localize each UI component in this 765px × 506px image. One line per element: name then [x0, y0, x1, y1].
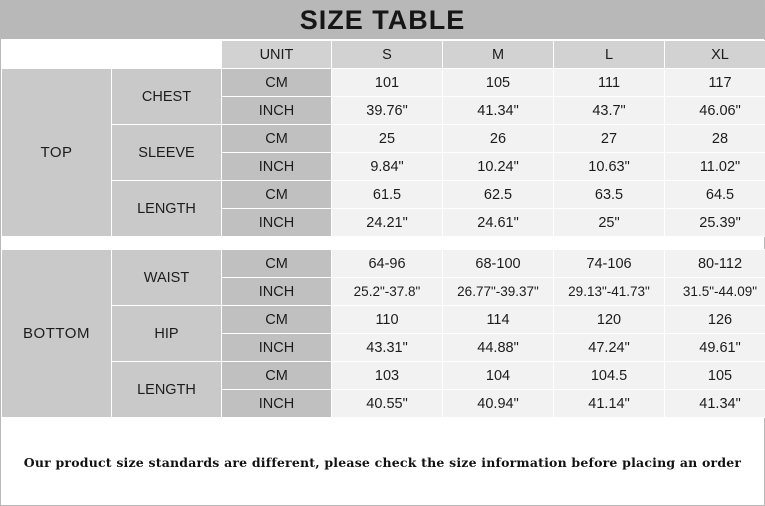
- value-length-top-inch-l: 25": [554, 209, 665, 237]
- value-sleeve-inch-xl: 11.02": [665, 153, 765, 181]
- value-length-top-cm-s: 61.5: [332, 181, 443, 209]
- value-length-bottom-cm-l: 104.5: [554, 362, 665, 390]
- part-label-hip: HIP: [112, 306, 222, 362]
- value-chest-inch-m: 41.34": [443, 97, 554, 125]
- value-length-top-cm-l: 63.5: [554, 181, 665, 209]
- value-length-bottom-inch-s: 40.55": [332, 390, 443, 418]
- value-sleeve-inch-s: 9.84": [332, 153, 443, 181]
- value-length-bottom-inch-l: 41.14": [554, 390, 665, 418]
- value-hip-inch-l: 47.24": [554, 334, 665, 362]
- value-sleeve-inch-l: 10.63": [554, 153, 665, 181]
- value-length-bottom-inch-m: 40.94": [443, 390, 554, 418]
- value-length-bottom-inch-xl: 41.34": [665, 390, 765, 418]
- bottom-size-table: [1, 249, 765, 418]
- unit-cm-hip: CM: [222, 306, 332, 334]
- value-chest-inch-s: 39.76": [332, 97, 443, 125]
- unit-inch-length-top: INCH: [222, 209, 332, 237]
- value-hip-inch-xl: 49.61": [665, 334, 765, 362]
- unit-cm-sleeve: CM: [222, 125, 332, 153]
- part-label-waist: WAIST: [112, 250, 222, 306]
- unit-inch-hip: INCH: [222, 334, 332, 362]
- header-size-s: S: [332, 41, 443, 69]
- value-chest-inch-xl: 46.06": [665, 97, 765, 125]
- value-waist-cm-m: 68-100: [443, 250, 554, 278]
- header-size-xl: XL: [665, 41, 765, 69]
- value-length-top-cm-m: 62.5: [443, 181, 554, 209]
- group-label-top: TOP: [2, 69, 112, 237]
- part-label-length-top: LENGTH: [112, 181, 222, 237]
- part-label-sleeve: SLEEVE: [112, 125, 222, 181]
- table-spacer: [1, 237, 764, 249]
- unit-inch-length-bottom: INCH: [222, 390, 332, 418]
- value-chest-cm-m: 105: [443, 69, 554, 97]
- page-title-bar: [1, 1, 764, 40]
- value-waist-inch-m: 26.77"-39.37": [443, 278, 554, 306]
- table-row: [2, 181, 765, 209]
- value-waist-inch-s: 25.2"-37.8": [332, 278, 443, 306]
- table-row: [2, 125, 765, 153]
- value-waist-cm-s: 64-96: [332, 250, 443, 278]
- group-label-bottom: BOTTOM: [2, 250, 112, 418]
- table-row: [2, 306, 765, 334]
- value-length-top-inch-s: 24.21": [332, 209, 443, 237]
- header-blank-part: [112, 41, 222, 69]
- value-length-top-inch-m: 24.61": [443, 209, 554, 237]
- value-waist-inch-l: 29.13"-41.73": [554, 278, 665, 306]
- part-label-length-bottom: LENGTH: [112, 362, 222, 418]
- value-hip-cm-s: 110: [332, 306, 443, 334]
- value-hip-cm-xl: 126: [665, 306, 765, 334]
- header-size-l: L: [554, 41, 665, 69]
- value-length-bottom-cm-xl: 105: [665, 362, 765, 390]
- value-sleeve-inch-m: 10.24": [443, 153, 554, 181]
- value-hip-cm-l: 120: [554, 306, 665, 334]
- value-length-bottom-cm-m: 104: [443, 362, 554, 390]
- value-sleeve-cm-m: 26: [443, 125, 554, 153]
- part-label-chest: CHEST: [112, 69, 222, 125]
- table-row: [2, 250, 765, 278]
- value-chest-cm-xl: 117: [665, 69, 765, 97]
- unit-cm-length-top: CM: [222, 181, 332, 209]
- top-size-table: [1, 40, 765, 237]
- unit-cm-chest: CM: [222, 69, 332, 97]
- value-hip-cm-m: 114: [443, 306, 554, 334]
- value-chest-cm-s: 101: [332, 69, 443, 97]
- table-row: [2, 362, 765, 390]
- header-unit: UNIT: [222, 41, 332, 69]
- value-hip-inch-m: 44.88": [443, 334, 554, 362]
- header-size-m: M: [443, 41, 554, 69]
- value-length-bottom-cm-s: 103: [332, 362, 443, 390]
- footer-note: Our product size standards are different, please check the size information before placing an order: [23, 454, 742, 470]
- value-chest-cm-l: 111: [554, 69, 665, 97]
- value-sleeve-cm-xl: 28: [665, 125, 765, 153]
- header-blank-group: [2, 41, 112, 69]
- unit-cm-waist: CM: [222, 250, 332, 278]
- value-waist-cm-l: 74-106: [554, 250, 665, 278]
- value-sleeve-cm-s: 25: [332, 125, 443, 153]
- page-title: SIZE TABLE: [299, 4, 466, 35]
- table-header-row: [2, 41, 765, 69]
- value-waist-inch-xl: 31.5"-44.09": [665, 278, 765, 306]
- value-chest-inch-l: 43.7": [554, 97, 665, 125]
- value-hip-inch-s: 43.31": [332, 334, 443, 362]
- value-length-top-inch-xl: 25.39": [665, 209, 765, 237]
- footer-note-area: [1, 418, 764, 505]
- unit-inch-sleeve: INCH: [222, 153, 332, 181]
- value-sleeve-cm-l: 27: [554, 125, 665, 153]
- unit-inch-waist: INCH: [222, 278, 332, 306]
- unit-cm-length-bottom: CM: [222, 362, 332, 390]
- table-row: [2, 69, 765, 97]
- unit-inch-chest: INCH: [222, 97, 332, 125]
- value-waist-cm-xl: 80-112: [665, 250, 765, 278]
- value-length-top-cm-xl: 64.5: [665, 181, 765, 209]
